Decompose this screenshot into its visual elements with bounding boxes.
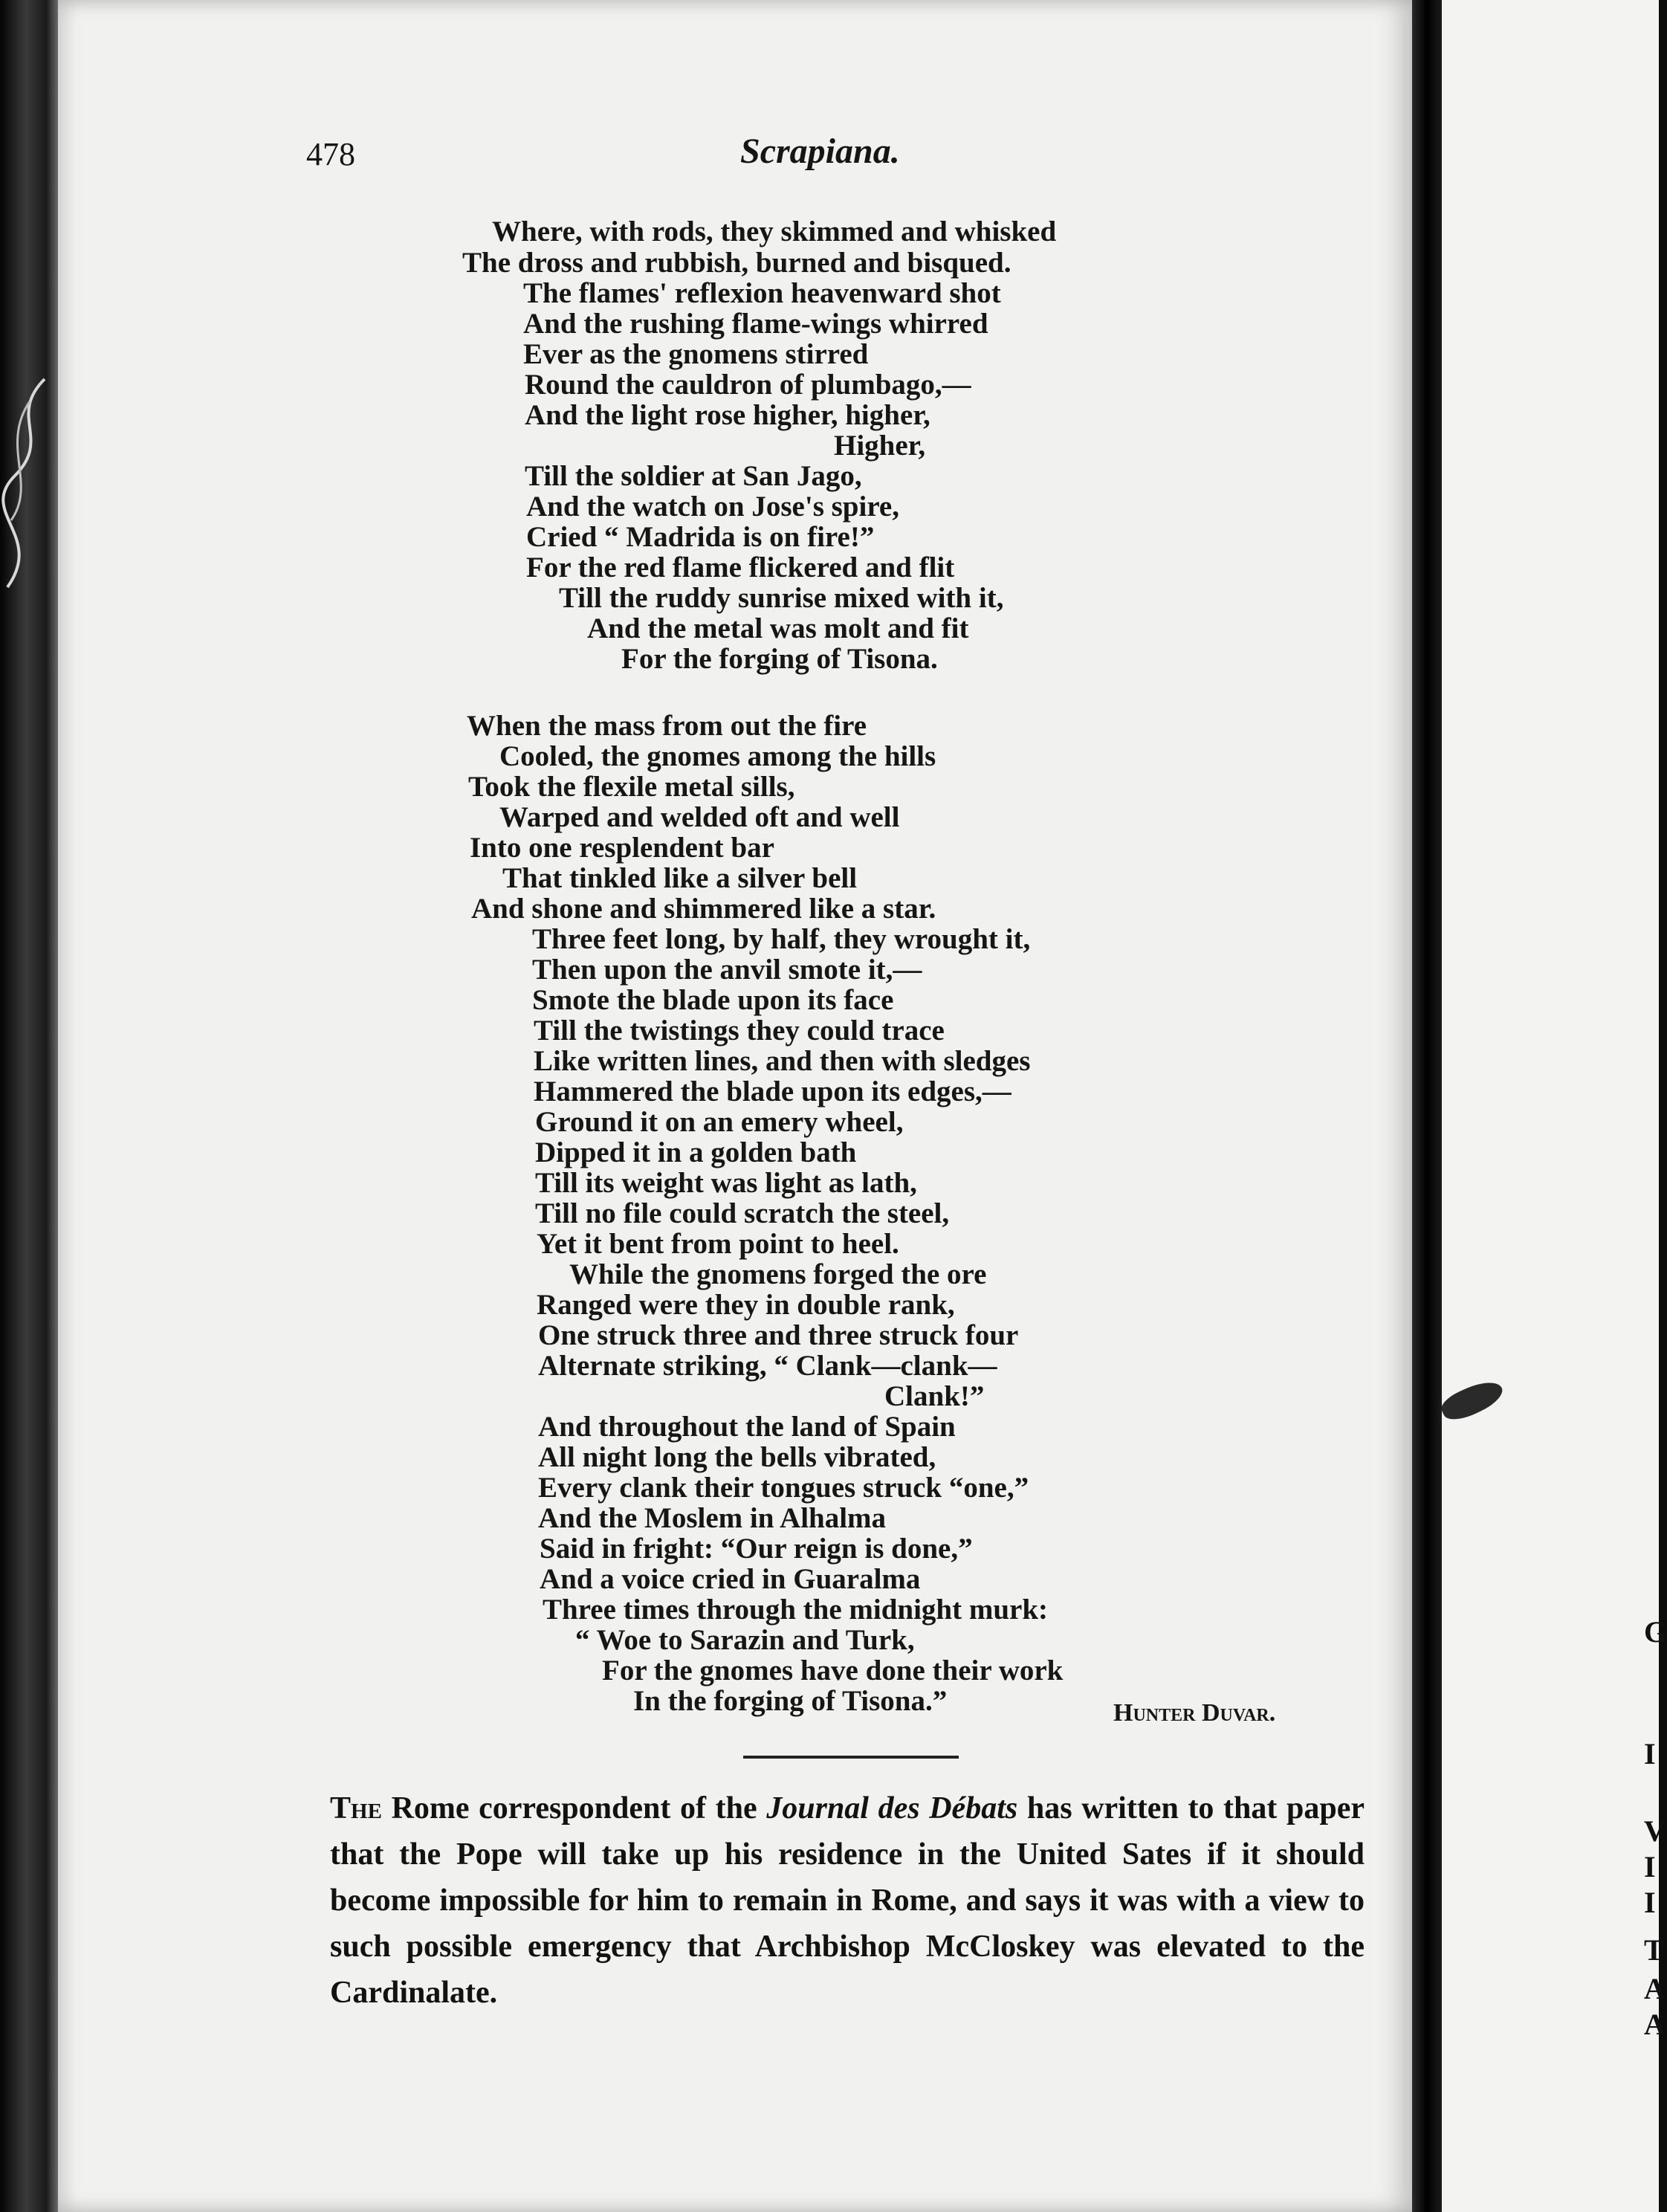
poem-line: And the Moslem in Alhalma [538,1502,887,1534]
poem-line: All night long the bells vibrated, [538,1441,936,1473]
facing-page-letter: G [1644,1615,1667,1649]
poem-line: And the watch on Jose's spire, [526,491,899,523]
poem-line: That tinkled like a silver bell [502,862,858,894]
poem-line: Hammered the blade upon its edges,— [534,1076,1011,1107]
poem-line: And the rushing flame-wings whirred [523,308,988,340]
facing-page-letter: I [1644,1850,1656,1883]
poem-line: Cooled, the gnomes among the hills [499,740,936,772]
facing-page-letter: I [1644,1886,1656,1919]
poem-line: And the light rose higher, higher, [525,399,930,431]
poem-line: Into one resplendent bar [470,832,774,864]
facing-page-letter: T [1644,1933,1664,1967]
poem-line: For the gnomes have done their work [602,1655,1064,1687]
facing-page-edge [1442,0,1659,2212]
poem-line: Warped and welded oft and well [499,801,900,833]
poem-line: Three times through the midnight murk: [543,1594,1049,1626]
journal-title: Journal des Débats [766,1791,1018,1825]
poem-line: Round the cauldron of plumbago,— [525,369,971,401]
running-title: Scrapiana. [740,132,900,171]
poem-line: Till the twistings they could trace [534,1015,945,1047]
paragraph-text: Rome correspondent of the [391,1791,757,1825]
poem-line: Then upon the anvil smote it,— [532,954,922,986]
poem-line: Ground it on an emery wheel, [535,1106,904,1138]
poem-line: Ever as the gnomens stirred [523,338,869,370]
poem-line: Three feet long, by half, they wrought it, [532,923,1031,955]
poem-line: The flames' reflexion heavenward shot [523,277,1001,309]
book-binding-edge [0,0,58,2212]
poem-line: Smote the blade upon its face [532,984,894,1016]
poem-line: Took the flexile metal sills, [468,771,795,803]
news-paragraph [330,1785,1365,2016]
facing-page-letter: V [1644,1814,1666,1848]
poem-line: In the forging of Tisona.” [633,1685,948,1717]
poem-line: Till its weight was light as lath, [535,1167,917,1199]
poem-line: For the red flame flickered and flit [526,552,955,583]
page-gutter [1412,0,1442,2212]
poem-line: Cried “ Madrida is on fire!” [526,521,875,553]
poem-line: While the gnomens forged the ore [569,1258,987,1290]
facing-page-letter: A [1644,2008,1666,2041]
poem-line: And the metal was molt and fit [587,612,969,644]
poem-line: Every clank their tongues struck “one,” [538,1472,1029,1504]
poem-line: Till the soldier at San Jago, [525,460,862,492]
poem-line: Ranged were they in double rank, [537,1289,955,1321]
page-number: 478 [306,136,355,172]
facing-page-letter: I [1644,1737,1656,1770]
paragraph-lead: The [330,1791,382,1825]
poem-line: Where, with rods, they skimmed and whisked [492,216,1057,248]
poem-line: And a voice cried in Guaralma [540,1563,921,1595]
poem-line: Till no file could scratch the steel, [535,1197,950,1229]
poem-line: Dipped it in a golden bath [535,1136,857,1168]
poem-line: Like written lines, and then with sledges [534,1045,1031,1077]
poem-line: When the mass from out the fire [467,710,867,742]
poem-author: Hunter Duvar. [1113,1699,1276,1727]
poem-line: Till the ruddy sunrise mixed with it, [559,582,1004,614]
poem-line: One struck three and three struck four [538,1319,1019,1351]
poem-line: Higher, [834,430,926,462]
poem-line: And throughout the land of Spain [538,1411,956,1443]
section-divider [743,1756,959,1759]
loose-thread-icon [0,372,52,595]
facing-page-letter: A [1644,1972,1666,2005]
poem-line: Alternate striking, “ Clank—clank— [538,1350,997,1382]
paragraph-text: has written to that paper that the Pope will take up his residence in the United Sates if it should become impossible for him to remain in Rome, and says it was with a view to such possible emergency that Archbishop McCloskey was elevated to the Cardinalate. [330,1791,1365,2010]
poem-line: Clank!” [884,1380,985,1412]
poem-line: The dross and rubbish, burned and bisqued. [462,247,1011,279]
poem-line: And shone and shimmered like a star. [471,893,936,925]
poem-line: “ Woe to Sarazin and Turk, [575,1624,915,1656]
poem-line: For the forging of Tisona. [621,643,938,675]
poem-line: Yet it bent from point to heel. [537,1228,899,1260]
poem-line: Said in fright: “Our reign is done,” [540,1533,973,1565]
